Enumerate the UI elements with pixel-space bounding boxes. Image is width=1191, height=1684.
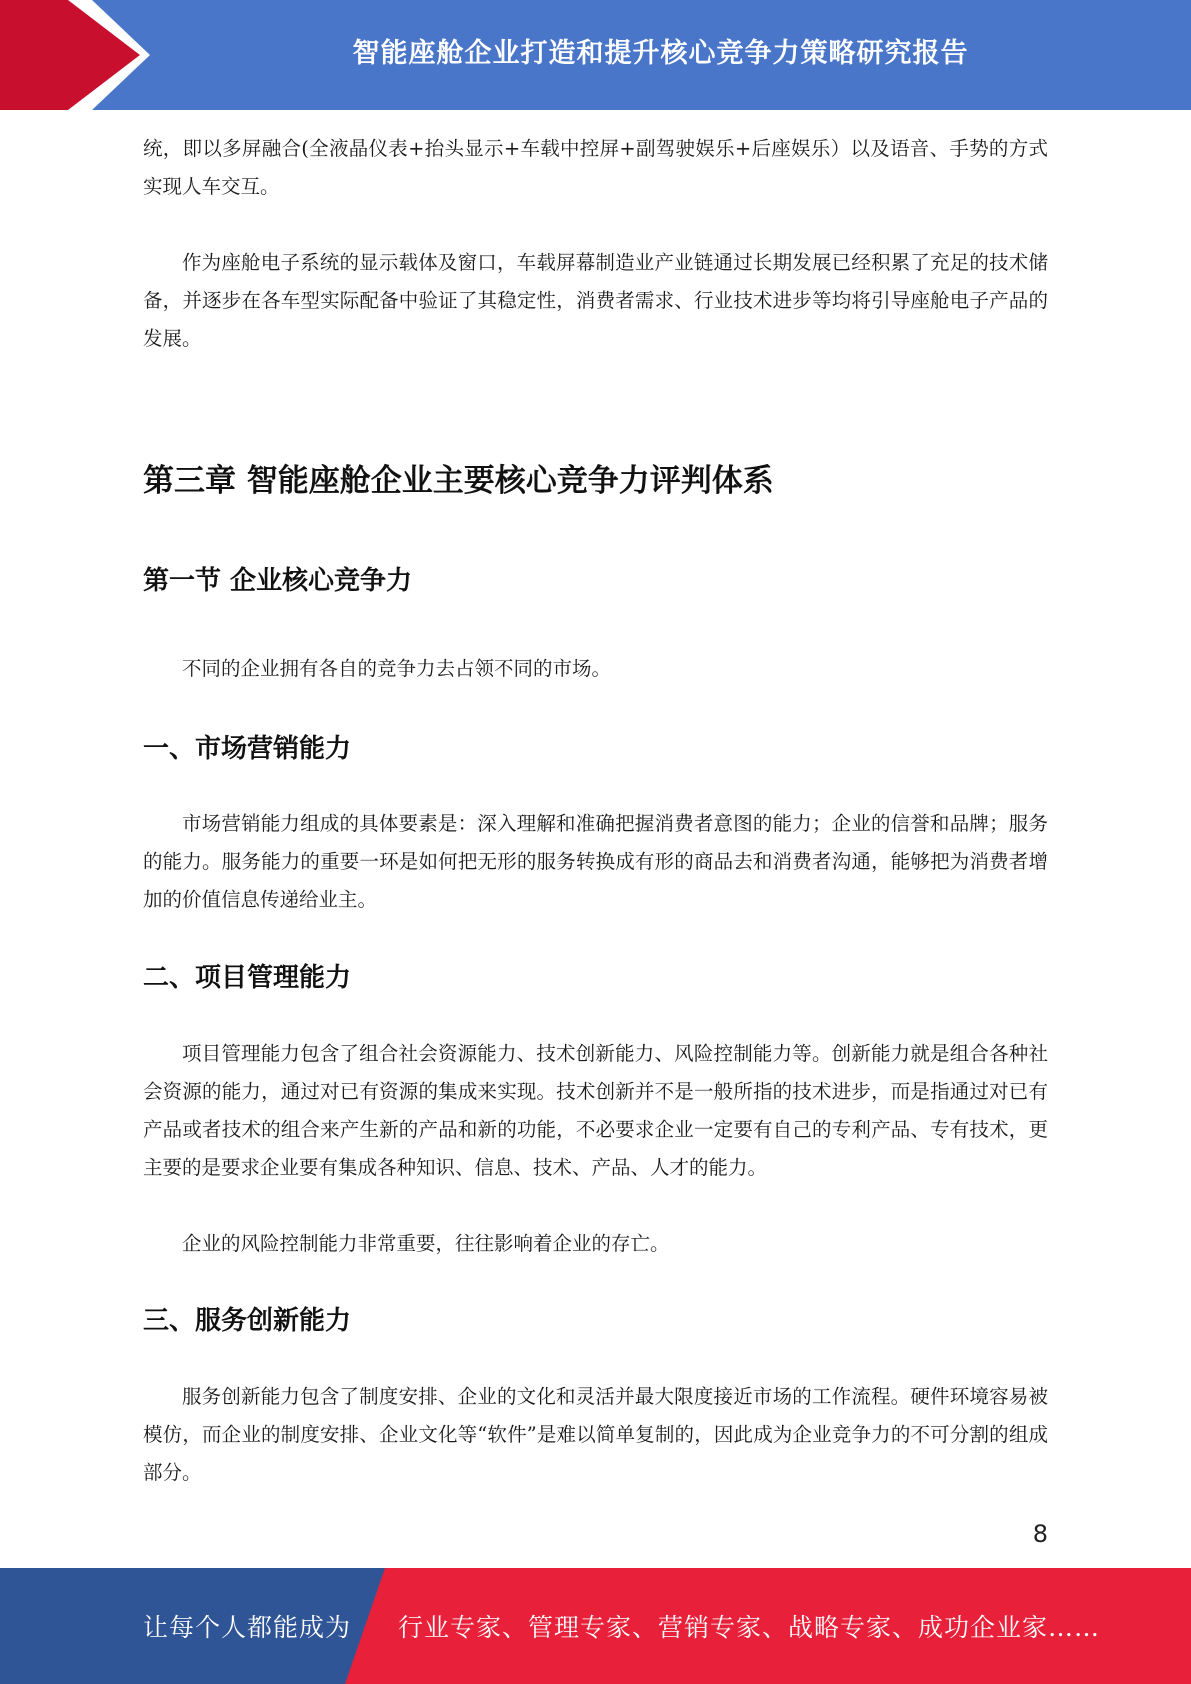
section-body bbox=[143, 650, 1048, 688]
subsection-body-service bbox=[143, 1378, 1048, 1492]
section-title: 第一节 企业核心竞争力 bbox=[143, 566, 413, 596]
subsection-body-project bbox=[143, 1035, 1048, 1263]
intro-paragraph-2: 作为座舱电子系统的显示载体及窗口，车载屏幕制造业产业链通过长期发展已经积累了充足的技术储备，并逐步在各车型实际配备中验证了其稳定性，消费者需求、行业技术进步等均将引导座舱电子产品的发展。 bbox=[143, 251, 1048, 350]
footer-banner bbox=[0, 1568, 1191, 1684]
intro-paragraph-1: 统，即以多屏融合(全液晶仪表+抬头显示+车载中控屏+副驾驶娱乐+后座娱乐）以及语音、手势的方式实现人车交互。 bbox=[143, 137, 1048, 198]
subsection-title-service: 三、服务创新能力 bbox=[143, 1306, 352, 1336]
intro-block bbox=[143, 130, 1048, 358]
page-number: 8 bbox=[1032, 1520, 1048, 1548]
footer-slogan-right: 行业专家、管理专家、营销专家、战略专家、成功企业家…… bbox=[398, 1613, 1101, 1642]
section-paragraph: 不同的企业拥有各自的竞争力去占领不同的市场。 bbox=[182, 657, 612, 680]
report-title: 智能座舱企业打造和提升核心竞争力策略研究报告 bbox=[352, 37, 969, 69]
subsection-title-project: 二、项目管理能力 bbox=[143, 963, 352, 993]
marketing-paragraph: 市场营销能力组成的具体要素是：深入理解和准确把握消费者意图的能力；企业的信誉和品牌；服务的能力。服务能力的重要一环是如何把无形的服务转换成有形的商品去和消费者沟通，能够把为消费者增加的价值信息传递给业主。 bbox=[143, 812, 1048, 911]
footer-slogan-left: 让每个人都能成为 bbox=[143, 1613, 352, 1642]
chapter-title: 第三章 智能座舱企业主要核心竞争力评判体系 bbox=[143, 463, 774, 499]
project-paragraph-1: 项目管理能力包含了组合社会资源能力、技术创新能力、风险控制能力等。创新能力就是组合各种社会资源的能力，通过对已有资源的集成来实现。技术创新并不是一般所指的技术进步，而是指通过对已有产品或者技术的组合来产生新的产品和新的功能，不必要求企业一定要有自己的专利产品、专有技术，更主要的是要求企业要有集成各种知识、信息、技术、产品、人才的能力。 bbox=[143, 1042, 1048, 1179]
subsection-title-marketing: 一、市场营销能力 bbox=[143, 734, 352, 764]
service-paragraph: 服务创新能力包含了制度安排、企业的文化和灵活并最大限度接近市场的工作流程。硬件环境容易被模仿，而企业的制度安排、企业文化等“软件”是难以简单复制的，因此成为企业竞争力的不可分割的组成部分。 bbox=[143, 1385, 1048, 1484]
header-banner bbox=[0, 0, 1191, 110]
project-paragraph-2: 企业的风险控制能力非常重要，往往影响着企业的存亡。 bbox=[182, 1232, 670, 1255]
subsection-body-marketing bbox=[143, 805, 1048, 919]
